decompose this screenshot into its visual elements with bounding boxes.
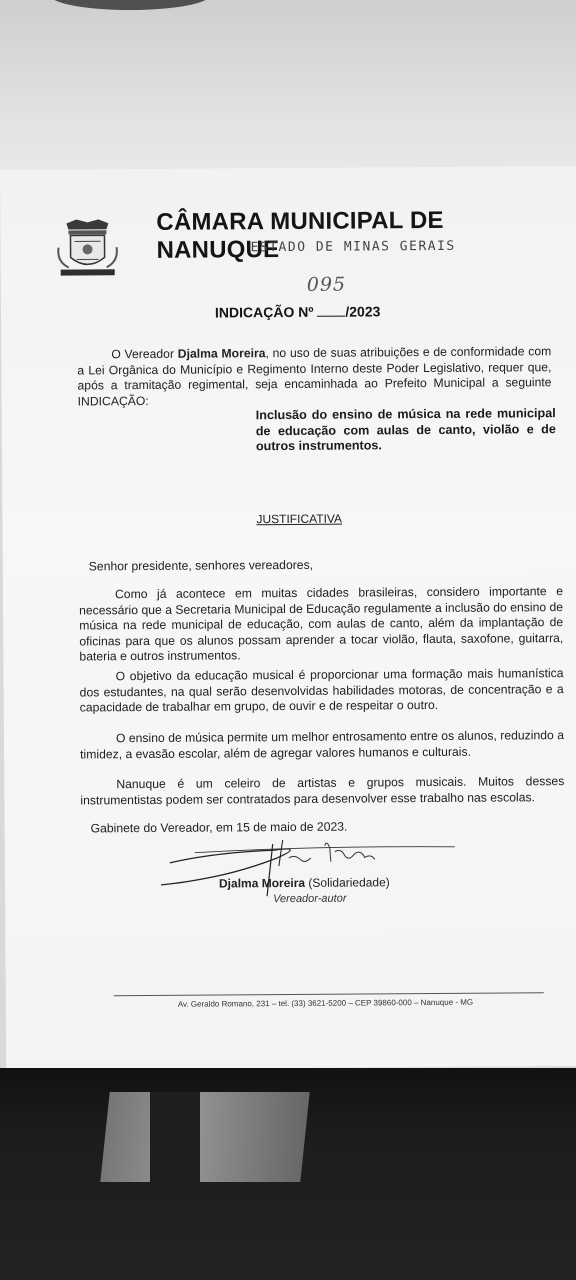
signatory-role: Vereador-autor xyxy=(273,892,347,906)
justification-paragraph: Nanuque é um celeiro de artistas e grupos musicais. Muitos desses instrumentistas podem ser contratados para desenvolver esse trabalho nas escolas. xyxy=(80,774,565,807)
justification-paragraph: O objetivo da educação musical é proporcionar uma formação mais humanística dos estudantes, na qual serão desenvolvidas habilidades motoras, de concentração e a capacidade de trabalhar em grupo, de ouvir e de respeitar o outro. xyxy=(79,666,564,715)
justificativa-heading: JUSTIFICATIVA xyxy=(256,511,343,527)
salutation: Senhor presidente, senhores vereadores, xyxy=(88,557,314,574)
state-subtitle: ESTADO DE MINAS GERAIS xyxy=(250,238,456,256)
signatory-name xyxy=(219,875,390,890)
intro-paragraph xyxy=(77,344,551,409)
indicacao-prefix: INDICAÇÃO Nº xyxy=(214,303,314,321)
indicacao-heading xyxy=(215,303,380,320)
justification-paragraph: Como já acontece em muitas cidades brasileiras, considero importante e necessário que a Secretaria Municipal de Educação regulamente a inclusão do ensino de música na rede municipal de educação, com aulas de canto, além da implantação de oficinas para que os alunos possam aprender a tocar violão, flauta, saxofone, guitarra, bateria e outros instrumentos. xyxy=(79,584,564,664)
signatory-party: (Solidariedade) xyxy=(304,875,390,890)
document-page xyxy=(0,166,576,1070)
footer-divider xyxy=(114,992,544,996)
councilor-name: Djalma Moreira xyxy=(177,346,266,361)
handwritten-number: 095 xyxy=(306,273,347,296)
intro-text-end: , no uso de suas atribuições e de conformidade com a Lei Orgânica do Município e Regimento Interno deste Poder Legislativo, requer que, após a tramitação regimental, seja encaminhada ao Prefeito Municipal a seguinte INDICAÇÃO: xyxy=(77,344,552,408)
footer-address: Av. Geraldo Romano, 231 – tel. (33) 3621-5200 – CEP 39860-000 – Nanuque - MG xyxy=(177,997,474,1009)
background-surface xyxy=(0,0,576,175)
indicacao-year: /2023 xyxy=(345,303,381,320)
justification-paragraph: O ensino de música permite um melhor entrosamento entre os alunos, reduzindo a timidez, a evasão escolar, além de agregar valores humanos e culturais. xyxy=(80,728,565,761)
object-shadow xyxy=(50,0,210,10)
light-reflection xyxy=(100,1092,309,1182)
dark-backdrop xyxy=(0,1068,576,1280)
municipal-crest-icon xyxy=(52,217,122,281)
number-blank-line xyxy=(317,304,345,317)
proposal-text: Inclusão do ensino de música na rede municipal de educação com aulas de canto, violão e de outros instrumentos. xyxy=(255,406,556,454)
dark-fold xyxy=(150,1092,200,1192)
intro-text-start: O Vereador xyxy=(111,346,178,362)
signatory-name-bold: Djalma Moreira xyxy=(218,875,306,891)
closing-date-line: Gabinete do Vereador, em 15 de maio de 2023. xyxy=(90,819,348,836)
institution-title: CÂMARA MUNICIPAL DE NANUQUE xyxy=(156,206,444,264)
